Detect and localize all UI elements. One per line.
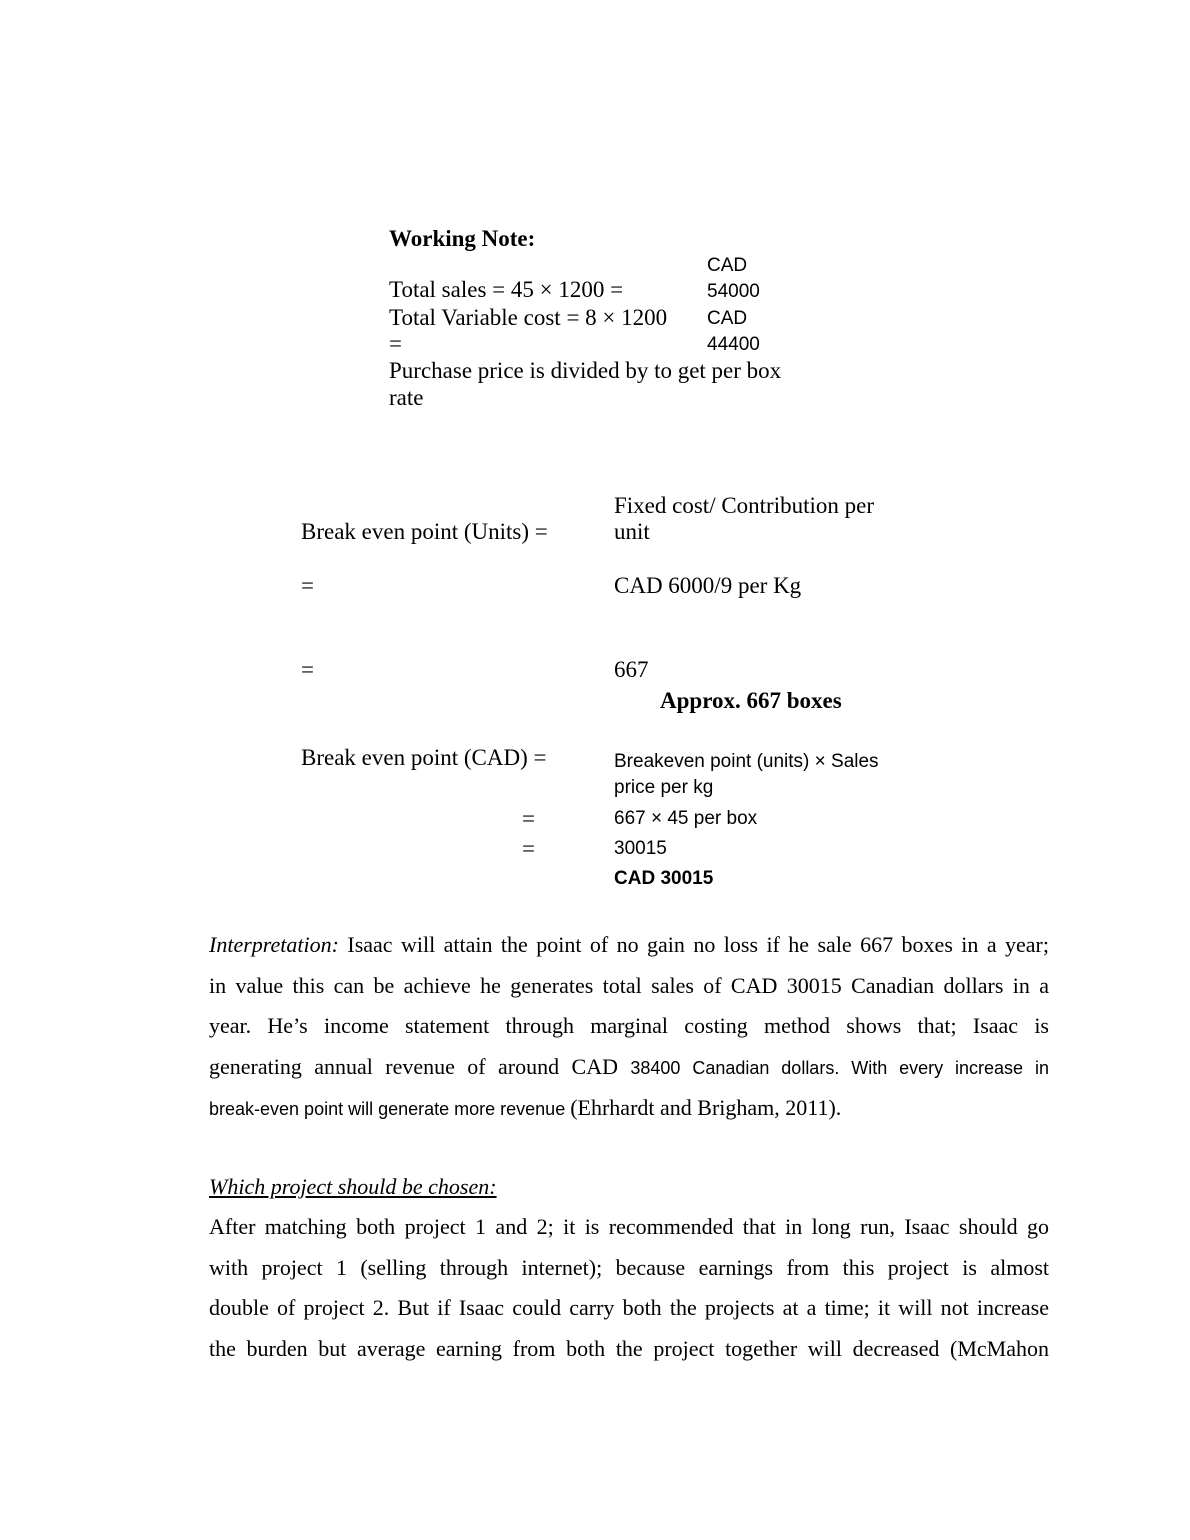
project-choice-line-4: the burden but average earning from both the project together will decreased (McMahon (209, 1335, 1049, 1361)
bep-cad-equals-2: = (522, 836, 535, 861)
bep-cad-result: CAD 30015 (614, 868, 714, 889)
interpretation-line-1-text: Isaac will attain the point of no gain no loss if he sale 667 boxes in a year; (338, 932, 1049, 957)
bep-units-formula-line1: Fixed cost/ Contribution per (614, 493, 875, 518)
bep-units-step1: CAD 6000/9 per Kg (614, 573, 802, 598)
bep-units-step2: 667 (614, 657, 649, 682)
interpretation-paragraph (209, 925, 1049, 1130)
bep-cad-equals-1: = (522, 806, 535, 831)
bep-cad-step2: 30015 (614, 838, 667, 859)
interpretation-line-3: year. He’s income statement through marginal costing method shows that; Isaac is (209, 1013, 1049, 1038)
interpretation-line-5-sans: break-even point will generate more revenue (209, 1099, 571, 1119)
project-choice-heading: Which project should be chosen: (209, 1174, 497, 1199)
bep-units-formula-line2: unit (614, 519, 650, 544)
bep-units-equals-1: = (301, 573, 314, 598)
bep-units-equals-2: = (301, 657, 314, 682)
bep-units-label: Break even point (Units) = (301, 519, 548, 544)
interpretation-line-4-serif: generating annual revenue of around CAD (209, 1053, 631, 1079)
variable-cost-value-line1: CAD (707, 308, 748, 329)
interpretation-line-5-serif: (Ehrhardt and Brigham, 2011). (570, 1095, 842, 1120)
bep-cad-label: Break even point (CAD) = (301, 745, 547, 770)
project-choice-line-2: with project 1 (selling through internet); because earnings from this project is almost (209, 1254, 1049, 1280)
bep-cad-formula-line2: price per kg (614, 777, 714, 798)
total-sales-label: Total sales = 45 × 1200 = (389, 277, 624, 302)
project-choice-line-3: double of project 2. But if Isaac could carry both the projects at a time; it will not increase (209, 1295, 1049, 1320)
bep-units-result: Approx. 667 boxes (660, 688, 842, 713)
variable-cost-label-line2: = (389, 331, 402, 356)
bep-cad-step1: 667 × 45 per box (614, 808, 758, 829)
interpretation-line-4 (209, 1047, 1049, 1089)
total-sales-value-line1: CAD (707, 255, 748, 276)
purchase-note-line1: Purchase price is divided by to get per box (389, 358, 782, 383)
bep-cad-formula-line1: Breakeven point (units) × Sales (614, 751, 879, 772)
interpretation-line-5 (209, 1088, 1049, 1130)
total-sales-value-line2: 54000 (707, 281, 760, 302)
variable-cost-value-line2: 44400 (707, 334, 760, 355)
purchase-note-line2: rate (389, 385, 424, 410)
interpretation-lead: Interpretation: (209, 932, 339, 957)
interpretation-line-2: in value this can be achieve he generates total sales of CAD 30015 Canadian dollars in a (209, 972, 1049, 998)
working-note-heading: Working Note: (389, 226, 536, 251)
project-choice-line-1: After matching both project 1 and 2; it is recommended that in long run, Isaac should go (209, 1214, 1049, 1239)
interpretation-line-1 (209, 925, 1049, 966)
project-choice-paragraph (209, 1207, 1049, 1369)
variable-cost-label-line1: Total Variable cost = 8 × 1200 (389, 305, 668, 330)
interpretation-line-4-sans: 38400 Canadian dollars. With every increase in (630, 1057, 1049, 1078)
